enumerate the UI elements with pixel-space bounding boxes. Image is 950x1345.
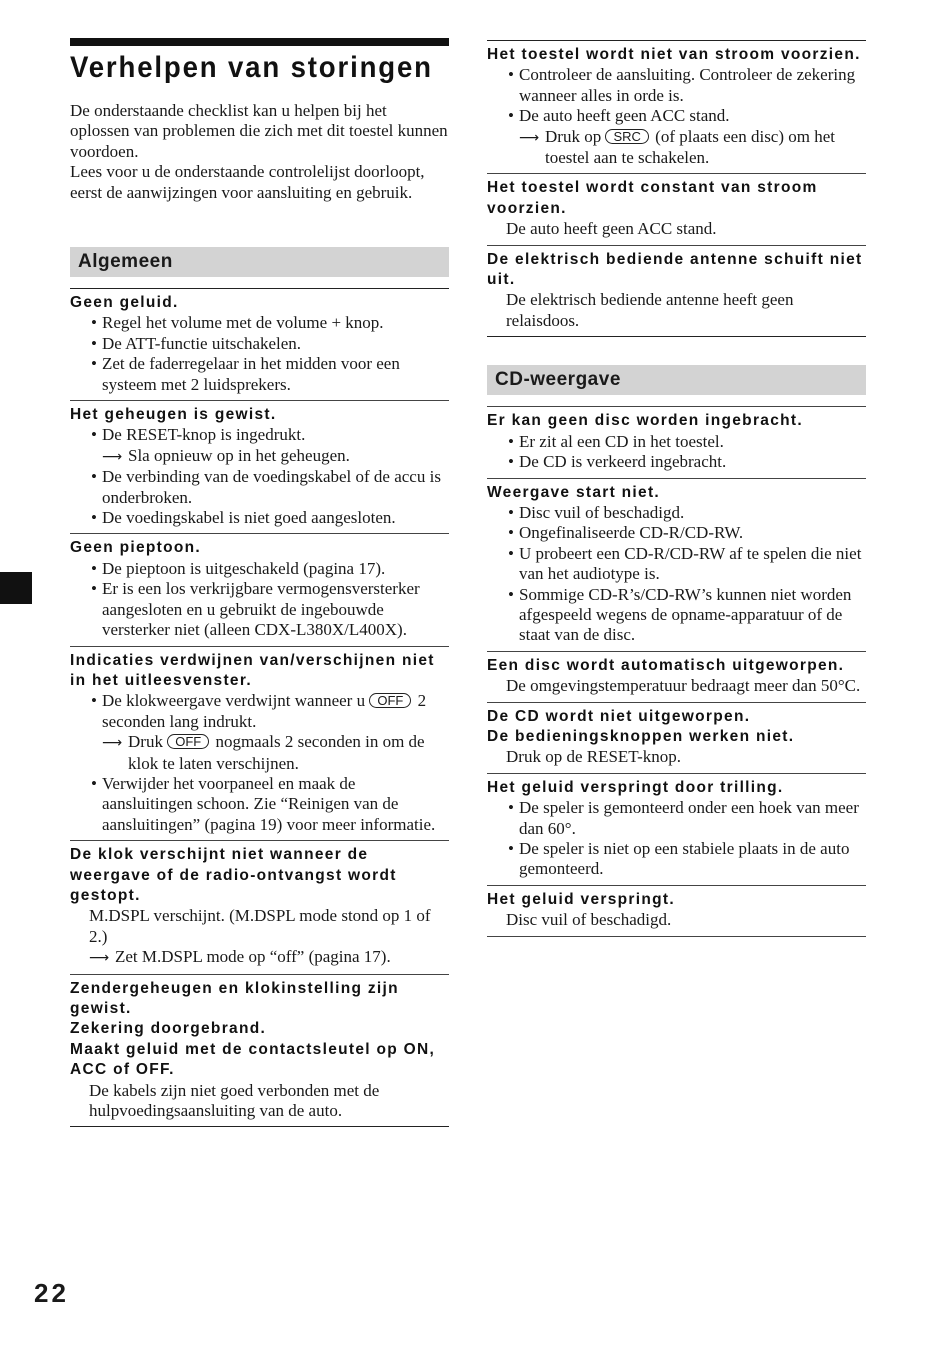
entry-question: Weergave start niet. [487,483,661,501]
entry-question: Geen geluid. [70,294,179,311]
bullet-item: • Ongefinaliseerde CD-R/CD-RW. [487,523,866,543]
remedy-text: (of plaats een disc) om het toestel aan te schakelen. [545,126,836,168]
entry-question: Het geluid verspringt. [487,890,675,908]
arrow-icon [102,446,128,467]
section-heading-algemeen: Algemeen [70,247,449,277]
intro-text [70,101,449,203]
arrow-icon [519,127,545,148]
remedy-text: Zet M.DSPL mode op “off” (pagina 17). [115,947,391,967]
arrow-icon [102,732,128,753]
intro-paragraph: De onderstaande checklist kan u helpen bij het oplossen van problemen die zich met dit toestel kunnen voordoen. [70,101,448,161]
bullet-text: 2 seconden lang indrukt. [102,691,427,731]
bullet-item: • De pieptoon is uitgeschakeld (pagina 17). [70,559,449,579]
answer-text: De kabels zijn niet goed verbonden met de hulpvoedingsaansluiting van de auto. [89,1080,380,1121]
remedy-item [70,732,449,774]
entry-geen-stroom [487,41,866,174]
entry-question: Indicaties verdwijnen van/verschijnen niet in het uitleesvenster. [70,651,435,689]
bullet-item: • Er is een los verkrijgbare vermogensversterker aangesloten en u gebruikt de ingebouwde versterker niet (alleen CDX-L380X/L400X). [70,579,449,640]
entry-question: Geen pieptoon. [70,539,202,557]
right-column [487,40,866,937]
entry-geheugen-gewist [70,401,449,534]
remedy-item [70,947,449,968]
entry-question: Het geheugen is gewist. [70,406,277,424]
bullet-item: • U probeert een CD-R/CD-RW af te spelen die niet van het audiotype is. [487,544,866,585]
entry-question: De klok verschijnt niet wanneer de weergave of de radio-ontvangst wordt gestopt. [70,846,397,904]
intro-paragraph-2: Lees voor u de onderstaande controlelijst doorloopt, eerst de aanwijzingen voor aansluiting en gebruik. [70,162,425,202]
entry-question: Zendergeheugen en klokinstelling zijn gewist. [70,979,399,1017]
bullet-item: • Sommige CD-R’s/CD-RW’s kunnen niet worden afgespeeld wegens de opname-apparatuur of de staat van de disc. [487,585,866,646]
page-title: Verhelpen van storingen [70,51,433,84]
bullet-item: • Regel het volume met de volume + knop. [70,313,449,333]
remedy-item [70,446,449,467]
entry-cd-niet-uitgeworpen [487,703,866,774]
entry-zendergeheugen [70,975,449,1128]
entry-question: Een disc wordt automatisch uitgeworpen. [487,656,845,674]
entry-weergave-start-niet [487,479,866,652]
entry-question: Er kan geen disc worden ingebracht. [487,412,803,430]
section-heading-cd: CD-weergave [487,365,866,395]
bullet-item: • Verwijder het voorpaneel en maak de aansluitingen schoon. Zie “Reinigen van de aansluitingen” (pagina 19) voor meer informatie. [70,774,449,835]
entry-constant-stroom [487,174,866,245]
entry-verspringt-trilling [487,774,866,886]
bullet-item: • De ATT-functie uitschakelen. [70,334,449,354]
off-button-icon: OFF [369,693,411,708]
entry-question: De bedieningsknoppen werken niet. [487,727,795,745]
bullet-item: • Controleer de aansluiting. Controleer de zekering wanneer alles in orde is. [487,65,866,106]
answer-text: De auto heeft geen ACC stand. [506,219,717,239]
answer-text: M.DSPL verschijnt. (M.DSPL mode stond op 1 of 2.) [89,906,431,946]
entry-question: Zekering doorgebrand. [70,1020,267,1038]
answer-text: Disc vuil of beschadigd. [506,910,672,930]
title-rule [70,38,449,46]
entry-geen-disc [487,407,866,478]
entry-question: De elektrisch bediende antenne schuift niet uit. [487,250,863,289]
remedy-text: Druk [128,732,163,752]
entry-indicaties [70,647,449,842]
entry-geen-pieptoon [70,534,449,646]
remedy-text: nogmaals 2 seconden in om de klok te laten verschijnen. [128,732,425,773]
entry-question: Het geluid verspringt door trilling. [487,778,784,796]
bullet-item: • De RESET-knop is ingedrukt. [70,425,449,445]
arrow-icon [89,947,115,968]
entry-verspringt [487,886,866,937]
remedy-text: Sla opnieuw op in het geheugen. [128,445,350,465]
entry-question: Het toestel wordt niet van stroom voorzien. [487,46,861,63]
answer-text: De omgevingstemperatuur bedraagt meer dan 50°C. [506,676,861,696]
entry-uitgeworpen [487,652,866,703]
left-column [70,247,449,1127]
bullet-item: • Zet de faderregelaar in het midden voor een systeem met 2 luidsprekers. [70,354,449,395]
off-button-icon: OFF [167,734,209,749]
bullet-item: • Er zit al een CD in het toestel. [487,432,866,452]
bullet-item [70,691,449,732]
bullet-item: • Disc vuil of beschadigd. [487,503,866,523]
answer-text: De elektrisch bediende antenne heeft geen relaisdoos. [506,290,794,330]
bullet-item: • De speler is gemonteerd onder een hoek van meer dan 60°. [487,798,866,839]
remedy-item [487,127,866,169]
bullet-item: • De voedingskabel is niet goed aangesloten. [70,508,449,528]
bullet-item: • De speler is niet op een stabiele plaats in de auto gemonteerd. [487,839,866,880]
entry-question: De CD wordt niet uitgeworpen. [487,707,751,725]
entry-geen-geluid [70,289,449,401]
bullet-text: De klokweergave verdwijnt wanneer u [102,691,366,711]
bullet-item: • De CD is verkeerd ingebracht. [487,452,866,472]
section-tab-marker [0,572,32,604]
bullet-item: • De verbinding van de voedingskabel of de accu is onderbroken. [70,467,449,508]
entry-question: Maakt geluid met de contactsleutel op ON, ACC of OFF. [70,1040,436,1079]
entry-antenne [487,246,866,338]
src-button-icon: SRC [605,129,648,144]
remedy-text: Druk op [545,126,602,146]
page-number: 22 [34,1278,69,1308]
answer-text: Druk op de RESET-knop. [506,747,682,767]
entry-question: Het toestel wordt constant van stroom voorzien. [487,179,818,217]
bullet-item: • De auto heeft geen ACC stand. [487,106,866,126]
entry-klok [70,841,449,974]
